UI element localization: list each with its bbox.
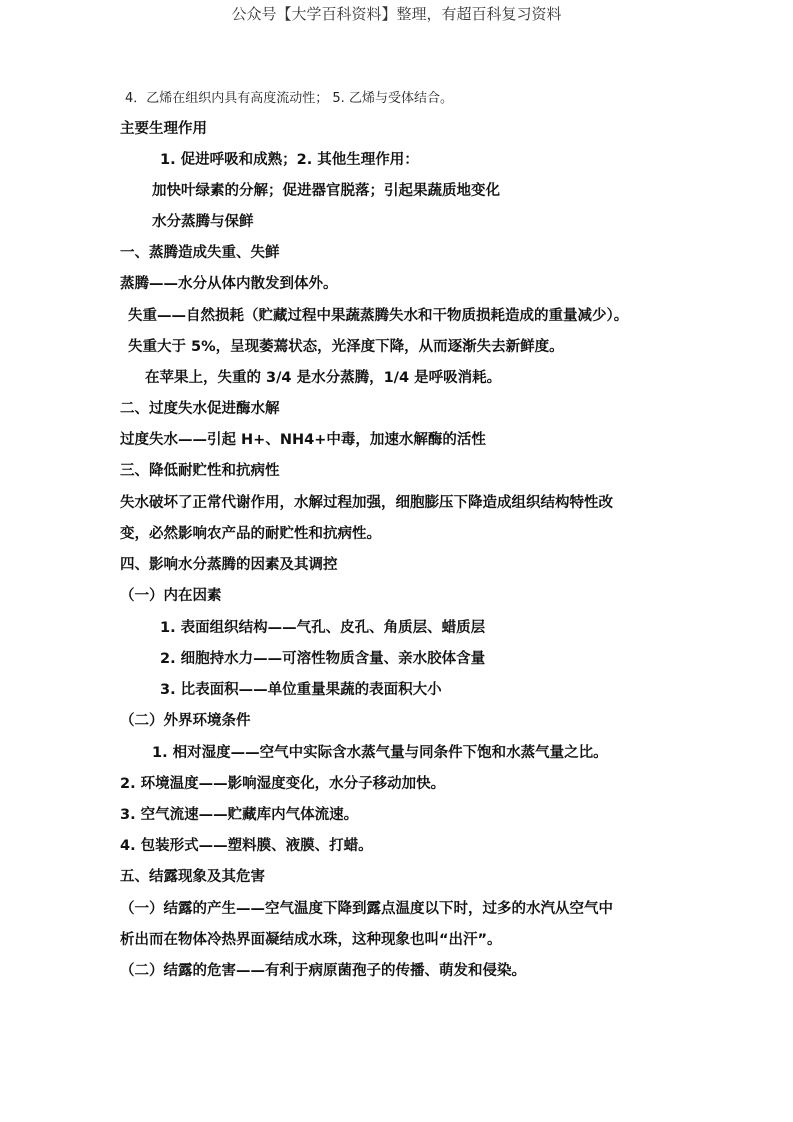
heading-main-physiological-functions: 主要生理作用 [120, 121, 207, 137]
text-line-ambient-temperature: 2. 环境温度——影响湿度变化，水分子移动加快。 [120, 776, 446, 792]
text-line-apple-weight-loss: 在苹果上，失重的 3/4 是水分蒸腾，1/4 是呼吸消耗。 [145, 370, 502, 386]
text-line-air-velocity: 3. 空气流速——贮藏库内气体流速。 [120, 807, 359, 823]
heading-section-four: 四、影响水分蒸腾的因素及其调控 [120, 557, 338, 573]
text-line-ethylene-mobility: 4．乙烯在组织内具有高度流动性； 5. 乙烯与受体结合。 [125, 91, 453, 106]
heading-section-two: 二、过度失水促进酶水解 [120, 401, 280, 417]
heading-internal-factors: （一）内在因素 [120, 588, 222, 604]
page-header: 公众号【大学百科资料】整理，有超百科复习资料 [231, 5, 562, 23]
text-line-surface-structure: 1. 表面组织结构——气孔、皮孔、角质层、蜡质层 [160, 620, 486, 636]
heading-section-one: 一、蒸腾造成失重、失鲜 [120, 245, 280, 261]
heading-transpiration-freshness: 水分蒸腾与保鲜 [152, 214, 254, 230]
text-line-relative-humidity: 1. 相对湿度——空气中实际含水蒸气量与同条件下饱和水蒸气量之比。 [152, 745, 608, 761]
text-line-promote-respiration: 1. 促进呼吸和成熟；2. 其他生理作用： [160, 152, 419, 168]
heading-section-five: 五、结露现象及其危害 [120, 869, 265, 885]
text-line-weight-loss-definition: 失重——自然损耗（贮藏过程中果蔬蒸腾失水和干物质损耗造成的重量减少）。 [128, 308, 629, 324]
text-line-packaging: 4. 包装形式——塑料膜、液膜、打蜡。 [120, 838, 373, 854]
text-line-cell-water-holding: 2. 细胞持水力——可溶性物质含量、亲水胶体含量 [160, 651, 486, 667]
text-line-condensation-harm: （二）结露的危害——有利于病原菌孢子的传播、萌发和侵染。 [120, 963, 526, 979]
heading-external-conditions: （二）外界环境条件 [120, 713, 251, 729]
text-line-excessive-water-loss: 过度失水——引起 H+、NH4+中毒，加速水解酶的活性 [120, 432, 486, 448]
text-line-condensation-cause: （一）结露的产生——空气温度下降到露点温度以下时，过多的水汽从空气中 [120, 901, 613, 917]
text-line-weight-loss-five-percent: 失重大于 5%，呈现萎蔫状态，光泽度下降，从而逐渐失去新鲜度。 [128, 339, 564, 355]
text-line-condensation-cause-cont: 析出而在物体冷热界面凝结成水珠，这种现象也叫“出汗”。 [120, 932, 502, 948]
heading-section-three: 三、降低耐贮性和抗病性 [120, 463, 280, 479]
text-line-specific-surface: 3. 比表面积——单位重量果蔬的表面积大小 [160, 682, 442, 698]
text-line-transpiration-definition: 蒸腾——水分从体内散发到体外。 [120, 276, 338, 292]
text-line-metabolism-damage-cont: 变，必然影响农产品的耐贮性和抗病性。 [120, 526, 381, 542]
text-line-metabolism-damage: 失水破坏了正常代谢作用，水解过程加强，细胞膨压下降造成组织结构特性改 [120, 495, 613, 511]
text-line-chlorophyll: 加快叶绿素的分解；促进器官脱落；引起果蔬质地变化 [152, 183, 500, 199]
